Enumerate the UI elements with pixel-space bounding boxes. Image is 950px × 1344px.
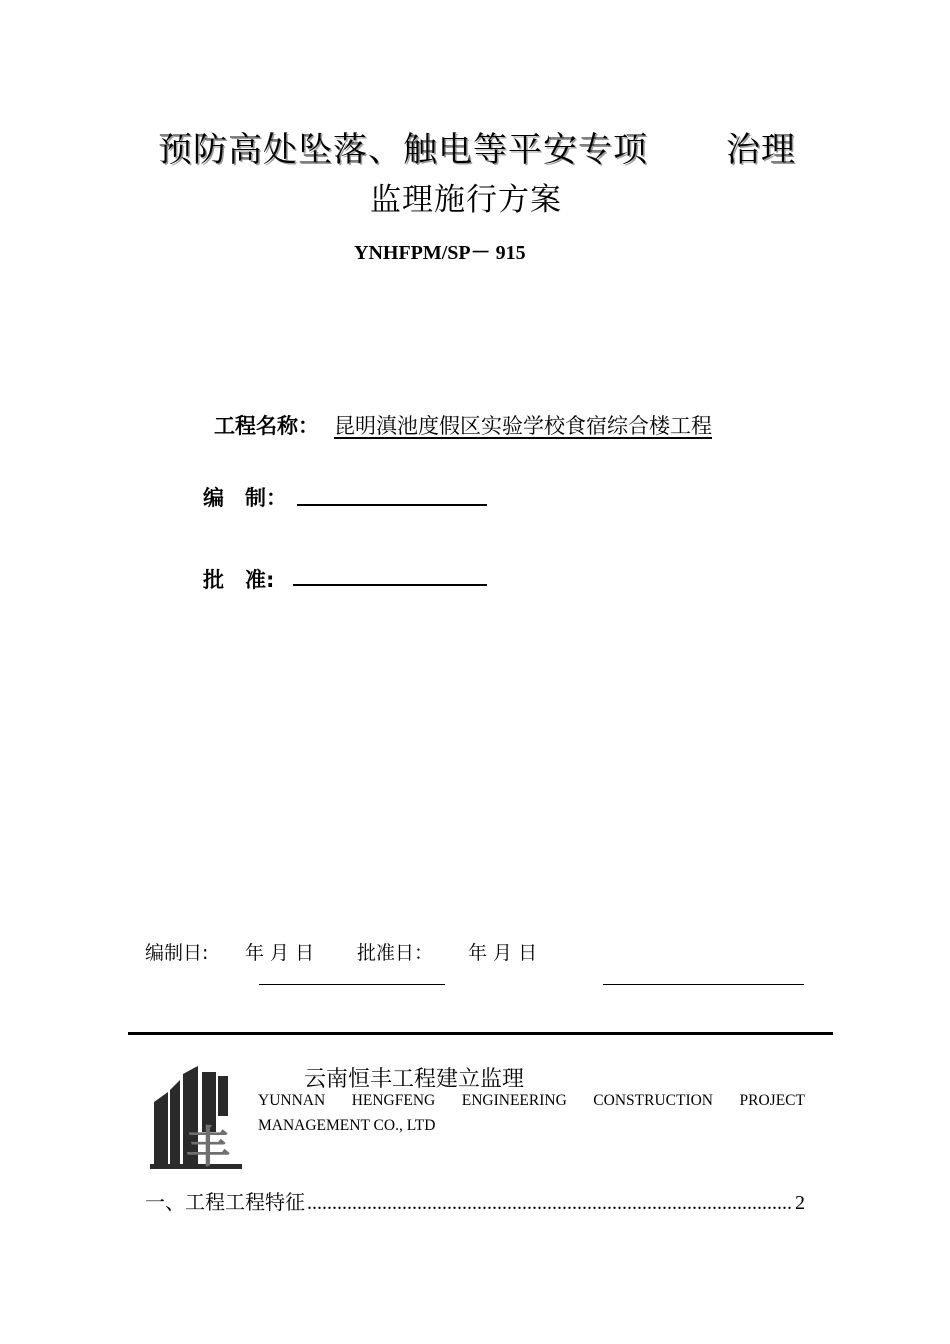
compiled-by-line xyxy=(297,504,487,506)
logo-character: 丰 xyxy=(186,1122,230,1172)
company-name-en: YUNNAN HENGFENG ENGINEERING CONSTRUCTION PROJECT MANAGEMENT CO., LTD xyxy=(258,1092,805,1134)
document-title-line2: 监理施行方案 xyxy=(370,182,562,218)
document-title-line1: 预防高处坠落、触电等平安专项 xyxy=(158,130,648,170)
compiled-by-label: 编 制： xyxy=(203,486,287,510)
approved-date-units: 年 月 日 xyxy=(468,942,538,964)
document-title-line1-end: 治理 xyxy=(726,130,796,170)
compiled-date-label: 编制日: xyxy=(145,942,209,964)
document-number: YNHFPM/SP－ 915 xyxy=(354,242,526,264)
company-logo xyxy=(146,1062,246,1172)
approved-by-label: 批 准: xyxy=(203,568,275,592)
approved-date-line xyxy=(603,984,804,985)
toc-entry[interactable] xyxy=(145,1186,805,1215)
toc-entry-label: 一、工程工程特征 xyxy=(145,1190,305,1214)
compiled-date-line xyxy=(259,984,445,985)
approved-date-label: 批准日： xyxy=(357,942,434,964)
approved-by-line xyxy=(293,584,487,586)
toc-entry-page: 2 xyxy=(795,1192,805,1214)
company-name-cn: 云南恒丰工程建立监理 xyxy=(304,1067,525,1092)
toc-leader-dots xyxy=(307,1190,793,1215)
footer-divider xyxy=(128,1032,833,1035)
project-name-label: 工程名称： xyxy=(214,414,319,438)
project-name-value: 昆明滇池度假区实验学校食宿综合楼工程 xyxy=(334,414,712,438)
compiled-date-units: 年 月 日 xyxy=(245,942,315,964)
